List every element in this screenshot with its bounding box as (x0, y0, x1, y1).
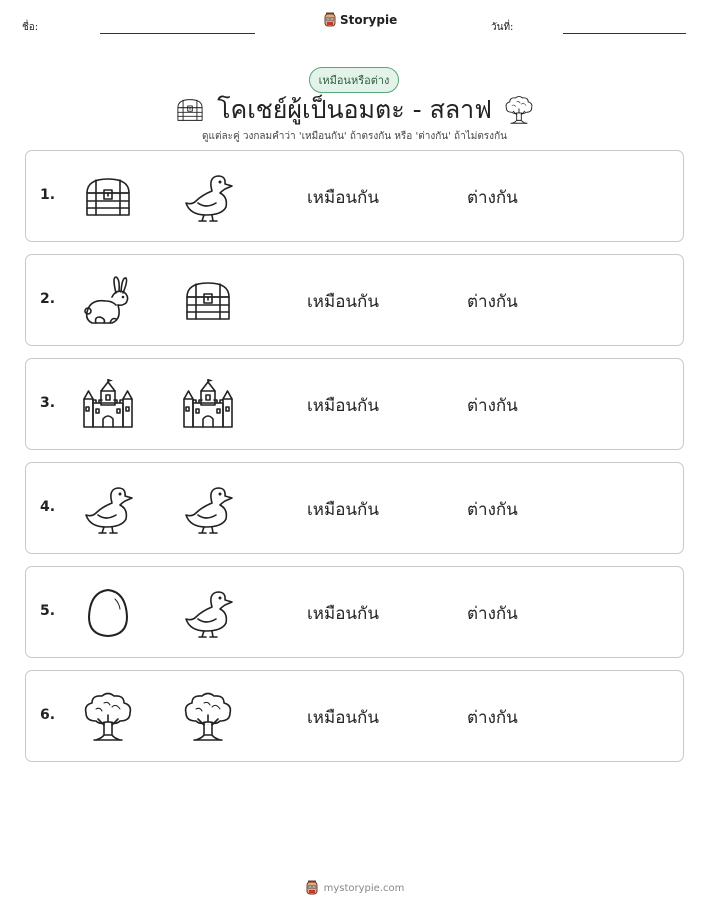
duck-icon (182, 171, 234, 223)
same-option[interactable]: เหมือนกัน (307, 396, 379, 416)
question-row (25, 462, 684, 554)
different-option[interactable]: ต่างกัน (467, 708, 518, 728)
question-number: 2. (40, 291, 56, 307)
storypie-mascot-icon (305, 880, 319, 896)
date-label: วันที่: (491, 22, 514, 33)
castle-icon (182, 379, 234, 431)
duck-icon (182, 587, 234, 639)
treasure-chest-icon (175, 95, 205, 125)
different-option[interactable]: ต่างกัน (467, 396, 518, 416)
name-label: ชื่อ: (22, 22, 39, 33)
question-row (25, 566, 684, 658)
date-field-line[interactable] (563, 33, 686, 34)
question-row (25, 150, 684, 242)
egg-icon (82, 587, 134, 639)
name-field-line[interactable] (100, 33, 255, 34)
same-option[interactable]: เหมือนกัน (307, 292, 379, 312)
different-option[interactable]: ต่างกัน (467, 604, 518, 624)
question-row (25, 358, 684, 450)
rabbit-icon (82, 275, 134, 327)
treasure-chest-icon (182, 275, 234, 327)
page-title: โคเชย์ผู้เป็นอมตะ - สลาฟ (217, 95, 492, 124)
different-option[interactable]: ต่างกัน (467, 500, 518, 520)
question-number: 6. (40, 707, 56, 723)
instructions: ดูแต่ละคู่ วงกลมคำว่า 'เหมือนกัน' ถ้าตรงกัน หรือ 'ต่างกัน' ถ้าไม่ตรงกัน (202, 131, 507, 142)
footer (0, 880, 709, 896)
same-option[interactable]: เหมือนกัน (307, 604, 379, 624)
same-option[interactable]: เหมือนกัน (307, 188, 379, 208)
footer-site-link[interactable]: mystorypie.com (323, 882, 405, 894)
treasure-chest-icon (82, 171, 134, 223)
tree-icon (82, 691, 134, 743)
duck-icon (82, 483, 134, 535)
castle-icon (82, 379, 134, 431)
same-option[interactable]: เหมือนกัน (307, 500, 379, 520)
title-row (0, 90, 709, 130)
tree-icon (182, 691, 234, 743)
question-number: 4. (40, 499, 56, 515)
different-option[interactable]: ต่างกัน (467, 292, 518, 312)
storypie-mascot-icon (323, 12, 337, 28)
question-number: 5. (40, 603, 56, 619)
duck-icon (182, 483, 234, 535)
brand-name: Storypie (340, 13, 398, 27)
question-row (25, 670, 684, 762)
different-option[interactable]: ต่างกัน (467, 188, 518, 208)
question-number: 3. (40, 395, 56, 411)
worksheet-type-badge: เหมือนหรือต่าง (309, 67, 399, 93)
question-row (25, 254, 684, 346)
same-option[interactable]: เหมือนกัน (307, 708, 379, 728)
brand-logo (323, 12, 397, 28)
question-number: 1. (40, 187, 56, 203)
tree-icon (504, 95, 534, 125)
